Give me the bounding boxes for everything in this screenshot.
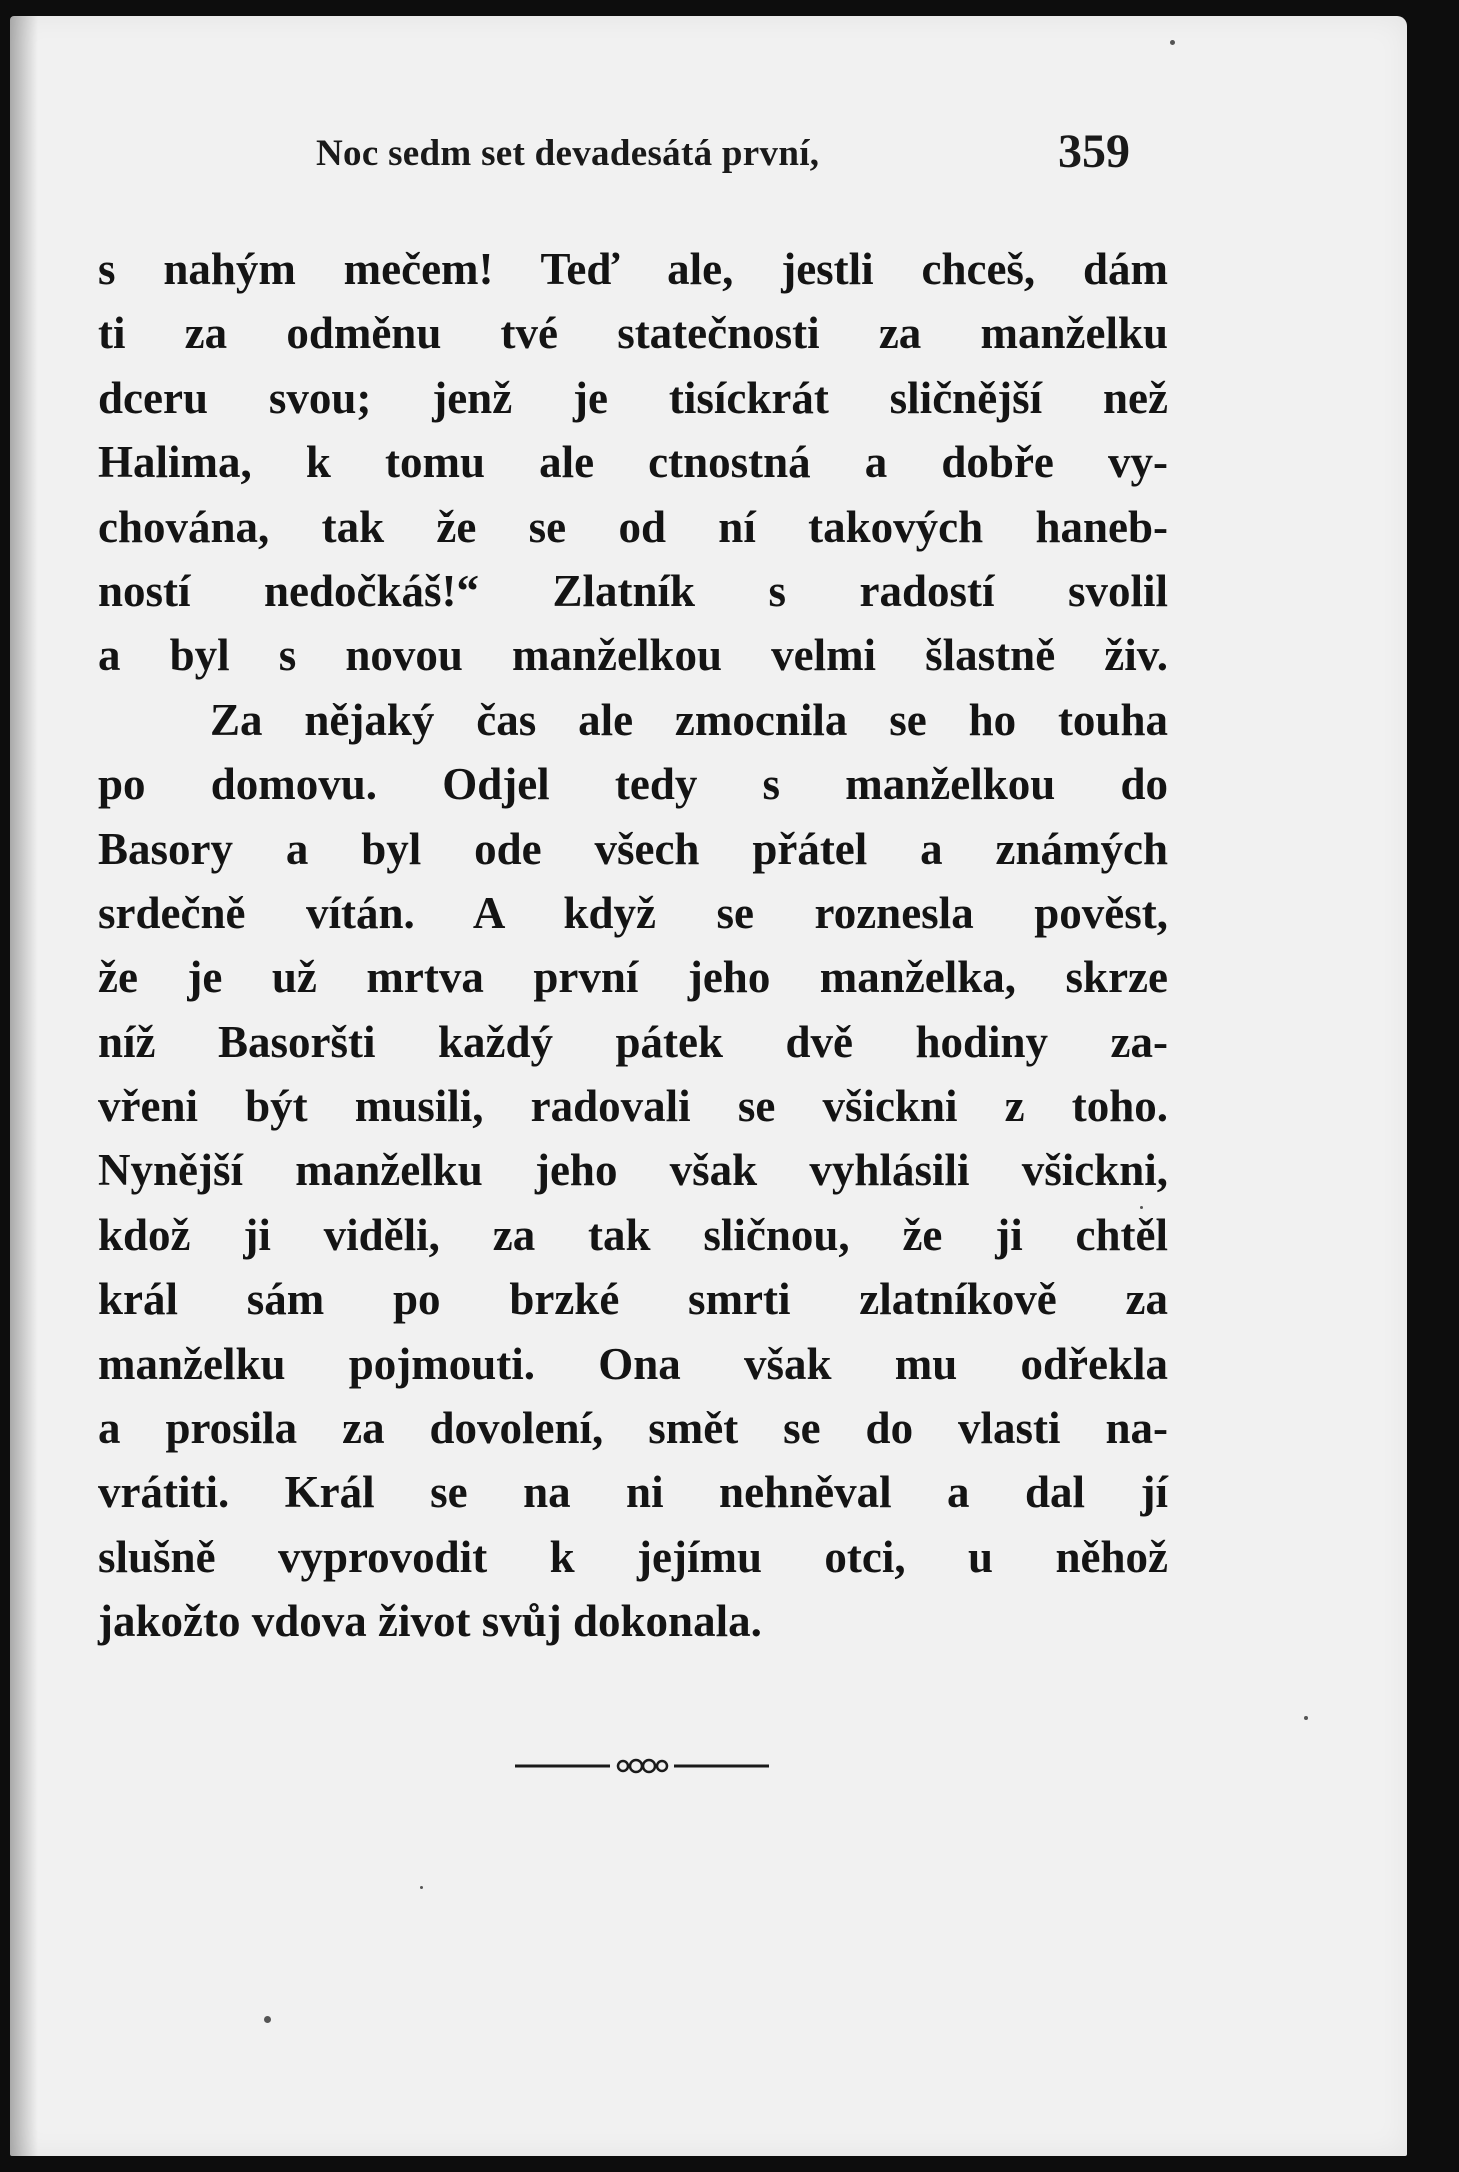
text-line: dceru svou; jenž je tisíckrát sličnější než [98, 372, 1168, 423]
text-line: Basory a byl ode všech přátel a známých [98, 823, 1168, 874]
text-line: Za nějaký čas ale zmocnila se ho touha [210, 694, 1168, 745]
text-line: a byl s novou manželkou velmi šlastně živ. [98, 630, 1168, 681]
text-line: po domovu. Odjel tedy s manželkou do [98, 759, 1168, 810]
text-line: chována, tak že se od ní takových haneb- [98, 501, 1168, 552]
paper-speck [1140, 1206, 1143, 1209]
text-line: kdož ji viděli, za tak sličnou, že ji chtěl [98, 1209, 1168, 1260]
text-line: a prosila za dovolení, smět se do vlasti na- [98, 1403, 1168, 1454]
text-line: vřeni být musili, radovali se všickni z toho. [98, 1081, 1168, 1132]
text-line: vrátiti. Král se na ni nehněval a dal jí [98, 1467, 1168, 1518]
text-line: manželku pojmouti. Ona však mu odřekla [98, 1338, 1168, 1389]
paper-speck [1170, 40, 1175, 45]
text-line: s nahým mečem! Teď ale, jestli chceš, dám [98, 244, 1168, 294]
text-line: Halima, k tomu ale ctnostná a dobře vy- [98, 437, 1168, 488]
text-line: že je už mrtva první jeho manželka, skrze [98, 952, 1168, 1003]
text-line: ti za odměnu tvé statečnosti za manželku [98, 308, 1168, 359]
book-page [10, 16, 1407, 2156]
page-number: 359 [1058, 125, 1130, 178]
paper-speck [264, 2016, 271, 2023]
text-line: ností nedočkáš!“ Zlatník s radostí svolil [98, 565, 1168, 616]
text-line: král sám po brzké smrti zlatníkově za [98, 1274, 1168, 1325]
text-line: slušně vyprovodit k jejímu otci, u něhož [98, 1531, 1168, 1582]
paper-speck [420, 1886, 423, 1889]
body-text [98, 237, 1168, 1654]
text-line: Nynější manželku jeho však vyhlásili všickni, [98, 1145, 1168, 1196]
text-line: jakožto vdova život svůj dokonala. [98, 1596, 762, 1647]
text-line: níž Basoršti každý pátek dvě hodiny za- [98, 1016, 1168, 1067]
text-line: srdečně vítán. A když se roznesla pověst, [98, 887, 1168, 938]
paper-speck [1304, 1716, 1308, 1720]
binding-shadow [10, 16, 38, 2156]
running-head: Noc sedm set devadesátá první, [316, 133, 820, 174]
ornament-divider [515, 1754, 769, 1778]
